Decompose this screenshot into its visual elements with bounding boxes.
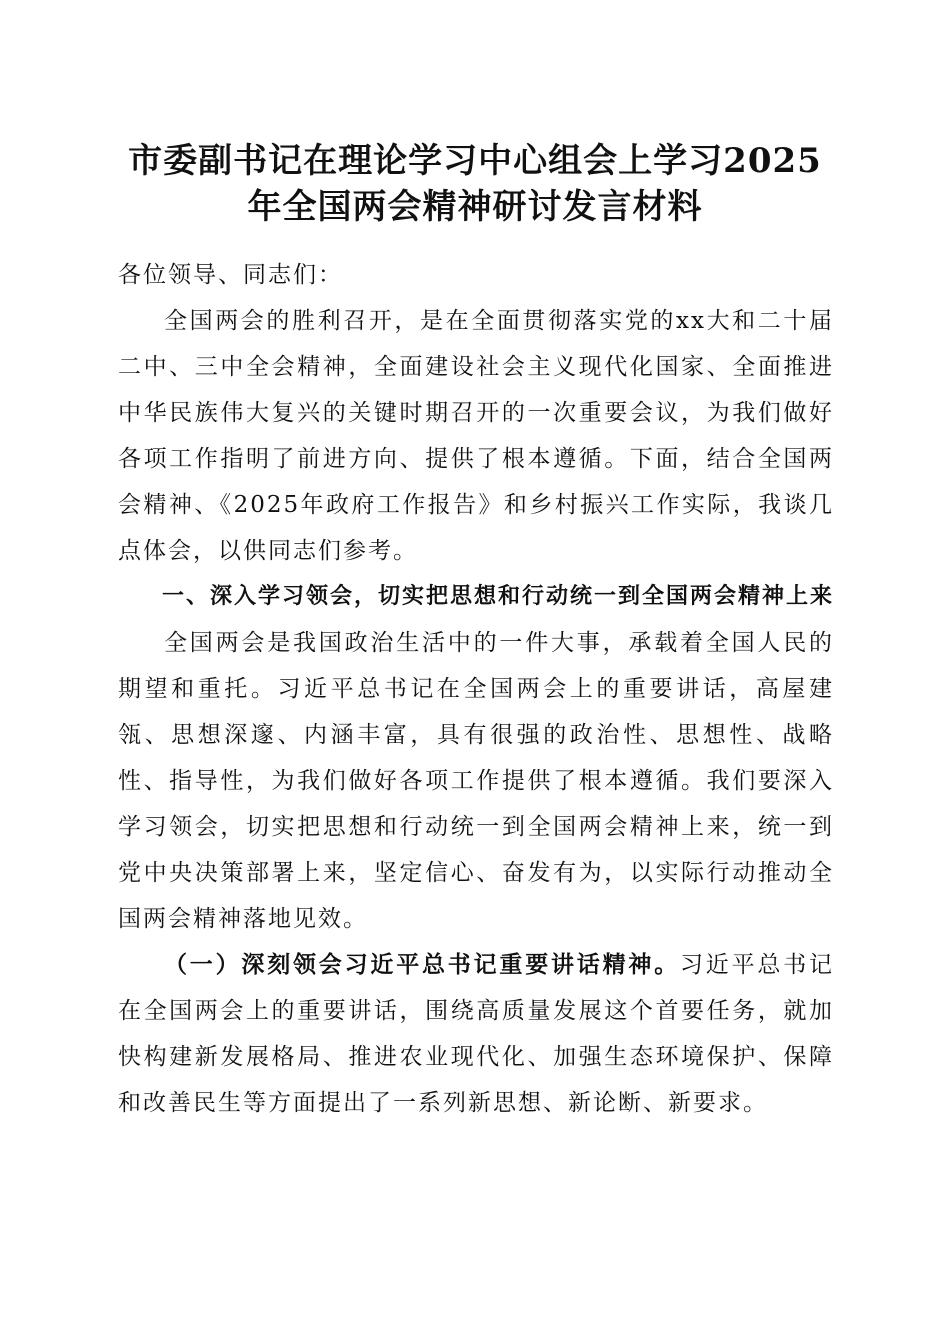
intro-paragraph: 全国两会的胜利召开，是在全面贯彻落实党的xx大和二十届二中、三中全会精神，全面建设社会主义现代化国家、全面推进中华民族伟大复兴的关键时期召开的一次重要会议，为我们做好各项工作指明了前进方向、提供了根本遵循。下面，结合全国两会精神、《2025年政府工作报告》和乡村振兴工作实际，我谈几点体会，以供同志们参考。 [118, 308, 834, 564]
document-body [118, 252, 834, 1126]
subsection-1-paragraph [118, 942, 834, 1126]
subsection-1-text: 习近平总书记在全国两会上的重要讲话，围绕高质量发展这个首要任务，就加快构建新发展格局、推进农业现代化、加强生态环境保护、保障和改善民生等方面提出了一系列新思想、新论断、新要求。 [118, 952, 835, 1116]
title-line-2: 年全国两会精神研讨发言材料 [247, 187, 703, 227]
section-heading-1: 一、深入学习领会，切实把思想和行动统一到全国两会精神上来 [162, 584, 835, 609]
salutation: 各位领导、同志们： [118, 262, 343, 288]
section-1-paragraph: 全国两会是我国政治生活中的一件大事，承载着全国人民的期望和重托。习近平总书记在全国两会上的重要讲话，高屋建瓴、思想深邃、内涵丰富，具有很强的政治性、思想性、战略性、指导性，为我们做好各项工作提供了根本遵循。我们要深入学习领会，切实把思想和行动统一到全国两会精神上来，统一到党中央决策部署上来，坚定信心、奋发有为，以实际行动推动全国两会精神落地见效。 [118, 630, 834, 932]
subsection-1-label: （一）深刻领会习近平总书记重要讲话精神。 [164, 951, 680, 978]
document-title [100, 138, 850, 230]
title-line-1: 市委副书记在理论学习中心组会上学习2025 [128, 141, 822, 181]
